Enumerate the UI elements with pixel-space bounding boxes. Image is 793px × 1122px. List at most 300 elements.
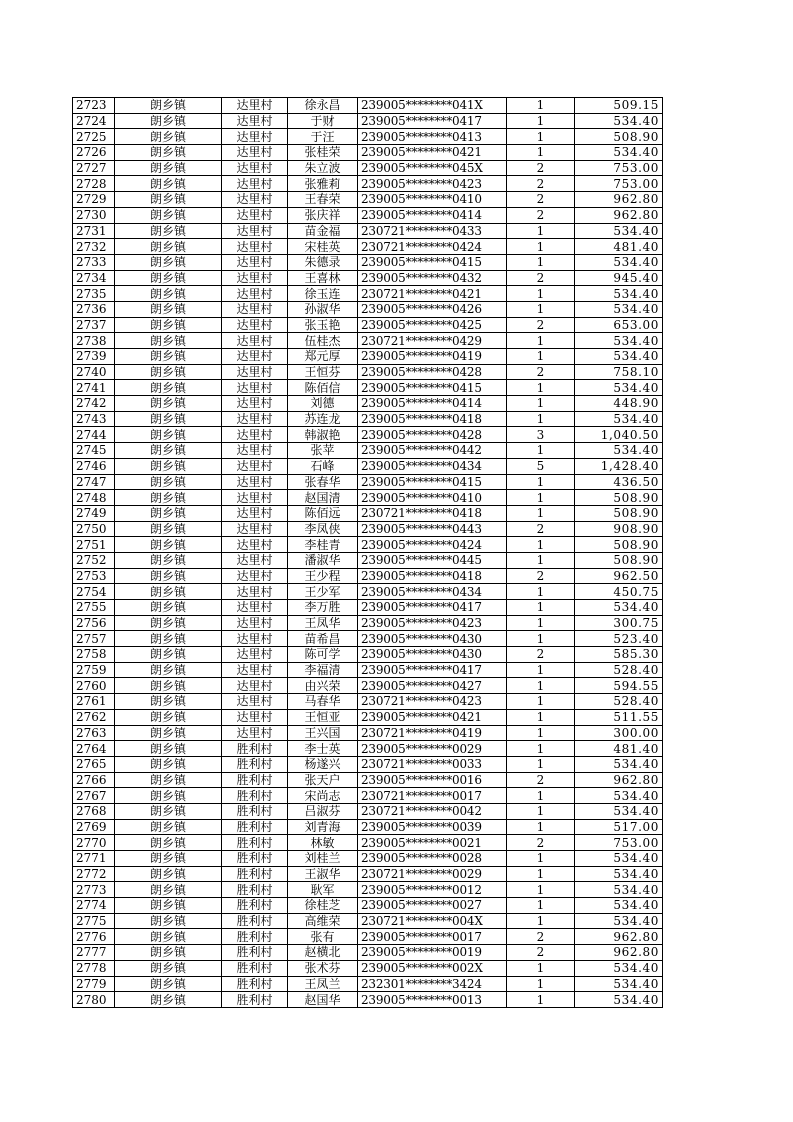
town-cell: 朗乡镇 <box>115 333 222 349</box>
town-cell: 朗乡镇 <box>115 788 222 804</box>
id-number-cell: 230721********0033 <box>358 756 507 772</box>
name-cell: 李士英 <box>288 741 358 757</box>
table-row <box>73 851 663 867</box>
name-cell: 陈佰信 <box>288 380 358 396</box>
town-cell: 朗乡镇 <box>115 898 222 914</box>
row-number-cell: 2726 <box>73 145 115 161</box>
table-row <box>73 192 663 208</box>
amount-cell: 511.55 <box>575 709 663 725</box>
village-cell: 达里村 <box>222 113 288 129</box>
id-number-cell: 230721********004X <box>358 913 507 929</box>
amount-cell: 300.75 <box>575 615 663 631</box>
table-row <box>73 537 663 553</box>
table-row <box>73 709 663 725</box>
amount-cell: 534.40 <box>575 113 663 129</box>
name-cell: 石峰 <box>288 458 358 474</box>
table-row <box>73 992 663 1008</box>
name-cell: 韩淑艳 <box>288 427 358 443</box>
id-number-cell: 239005********0443 <box>358 521 507 537</box>
household-count-cell: 2 <box>507 317 575 333</box>
household-count-cell: 1 <box>507 537 575 553</box>
village-cell: 达里村 <box>222 662 288 678</box>
town-cell: 朗乡镇 <box>115 756 222 772</box>
amount-cell: 448.90 <box>575 396 663 412</box>
household-count-cell: 1 <box>507 380 575 396</box>
town-cell: 朗乡镇 <box>115 396 222 412</box>
household-count-cell: 1 <box>507 913 575 929</box>
name-cell: 刘青海 <box>288 819 358 835</box>
name-cell: 王凤兰 <box>288 976 358 992</box>
table-row <box>73 176 663 192</box>
row-number-cell: 2778 <box>73 960 115 976</box>
town-cell: 朗乡镇 <box>115 443 222 459</box>
name-cell: 宋桂英 <box>288 239 358 255</box>
household-count-cell: 1 <box>507 803 575 819</box>
village-cell: 胜利村 <box>222 756 288 772</box>
name-cell: 由兴荣 <box>288 678 358 694</box>
table-row <box>73 254 663 270</box>
town-cell: 朗乡镇 <box>115 929 222 945</box>
amount-cell: 534.40 <box>575 756 663 772</box>
household-count-cell: 2 <box>507 568 575 584</box>
table-row <box>73 411 663 427</box>
table-row <box>73 349 663 365</box>
village-cell: 达里村 <box>222 568 288 584</box>
id-number-cell: 239005********0445 <box>358 552 507 568</box>
amount-cell: 653.00 <box>575 317 663 333</box>
table-row <box>73 474 663 490</box>
amount-cell: 962.80 <box>575 772 663 788</box>
table-row <box>73 960 663 976</box>
name-cell: 李福清 <box>288 662 358 678</box>
village-cell: 胜利村 <box>222 851 288 867</box>
village-cell: 达里村 <box>222 725 288 741</box>
name-cell: 李凤侠 <box>288 521 358 537</box>
name-cell: 张春华 <box>288 474 358 490</box>
household-count-cell: 1 <box>507 866 575 882</box>
id-number-cell: 239005********0021 <box>358 835 507 851</box>
row-number-cell: 2753 <box>73 568 115 584</box>
id-number-cell: 239005********0027 <box>358 898 507 914</box>
village-cell: 达里村 <box>222 333 288 349</box>
row-number-cell: 2741 <box>73 380 115 396</box>
town-cell: 朗乡镇 <box>115 662 222 678</box>
table-row <box>73 866 663 882</box>
table-row <box>73 976 663 992</box>
household-count-cell: 1 <box>507 819 575 835</box>
village-cell: 达里村 <box>222 317 288 333</box>
row-number-cell: 2739 <box>73 349 115 365</box>
village-cell: 胜利村 <box>222 819 288 835</box>
town-cell: 朗乡镇 <box>115 552 222 568</box>
name-cell: 陈佰远 <box>288 505 358 521</box>
village-cell: 达里村 <box>222 584 288 600</box>
name-cell: 于汪 <box>288 129 358 145</box>
ledger-body <box>73 98 663 1008</box>
row-number-cell: 2725 <box>73 129 115 145</box>
name-cell: 徐玉连 <box>288 286 358 302</box>
name-cell: 张苹 <box>288 443 358 459</box>
table-row <box>73 317 663 333</box>
id-number-cell: 239005********0434 <box>358 584 507 600</box>
id-number-cell: 239005********0415 <box>358 474 507 490</box>
row-number-cell: 2727 <box>73 160 115 176</box>
name-cell: 王恒亚 <box>288 709 358 725</box>
name-cell: 赵横北 <box>288 945 358 961</box>
id-number-cell: 239005********0019 <box>358 945 507 961</box>
village-cell: 胜利村 <box>222 772 288 788</box>
table-row <box>73 725 663 741</box>
town-cell: 朗乡镇 <box>115 286 222 302</box>
row-number-cell: 2754 <box>73 584 115 600</box>
row-number-cell: 2774 <box>73 898 115 914</box>
amount-cell: 534.40 <box>575 411 663 427</box>
id-number-cell: 239005********0013 <box>358 992 507 1008</box>
amount-cell: 517.00 <box>575 819 663 835</box>
amount-cell: 481.40 <box>575 741 663 757</box>
amount-cell: 962.80 <box>575 929 663 945</box>
village-cell: 达里村 <box>222 600 288 616</box>
name-cell: 王凤华 <box>288 615 358 631</box>
name-cell: 王恒芬 <box>288 364 358 380</box>
amount-cell: 534.40 <box>575 286 663 302</box>
name-cell: 王淑华 <box>288 866 358 882</box>
town-cell: 朗乡镇 <box>115 803 222 819</box>
village-cell: 达里村 <box>222 615 288 631</box>
name-cell: 朱立波 <box>288 160 358 176</box>
town-cell: 朗乡镇 <box>115 694 222 710</box>
amount-cell: 534.40 <box>575 913 663 929</box>
row-number-cell: 2769 <box>73 819 115 835</box>
id-number-cell: 239005********0418 <box>358 411 507 427</box>
row-number-cell: 2738 <box>73 333 115 349</box>
ledger-table <box>72 97 663 1008</box>
id-number-cell: 239005********0410 <box>358 192 507 208</box>
name-cell: 杨遂兴 <box>288 756 358 772</box>
village-cell: 胜利村 <box>222 741 288 757</box>
amount-cell: 450.75 <box>575 584 663 600</box>
name-cell: 刘桂兰 <box>288 851 358 867</box>
village-cell: 达里村 <box>222 552 288 568</box>
id-number-cell: 230721********0017 <box>358 788 507 804</box>
village-cell: 达里村 <box>222 411 288 427</box>
id-number-cell: 239005********0410 <box>358 490 507 506</box>
household-count-cell: 2 <box>507 192 575 208</box>
town-cell: 朗乡镇 <box>115 254 222 270</box>
village-cell: 达里村 <box>222 427 288 443</box>
village-cell: 达里村 <box>222 160 288 176</box>
row-number-cell: 2737 <box>73 317 115 333</box>
town-cell: 朗乡镇 <box>115 364 222 380</box>
amount-cell: 534.40 <box>575 898 663 914</box>
household-count-cell: 1 <box>507 396 575 412</box>
id-number-cell: 230721********0421 <box>358 286 507 302</box>
name-cell: 于财 <box>288 113 358 129</box>
row-number-cell: 2763 <box>73 725 115 741</box>
row-number-cell: 2762 <box>73 709 115 725</box>
village-cell: 达里村 <box>222 301 288 317</box>
row-number-cell: 2733 <box>73 254 115 270</box>
row-number-cell: 2767 <box>73 788 115 804</box>
household-count-cell: 1 <box>507 960 575 976</box>
row-number-cell: 2731 <box>73 223 115 239</box>
household-count-cell: 1 <box>507 725 575 741</box>
table-row <box>73 552 663 568</box>
table-row <box>73 207 663 223</box>
id-number-cell: 239005********0418 <box>358 568 507 584</box>
town-cell: 朗乡镇 <box>115 521 222 537</box>
household-count-cell: 1 <box>507 129 575 145</box>
row-number-cell: 2735 <box>73 286 115 302</box>
amount-cell: 534.40 <box>575 301 663 317</box>
row-number-cell: 2730 <box>73 207 115 223</box>
household-count-cell: 1 <box>507 474 575 490</box>
town-cell: 朗乡镇 <box>115 615 222 631</box>
row-number-cell: 2746 <box>73 458 115 474</box>
amount-cell: 534.40 <box>575 882 663 898</box>
amount-cell: 534.40 <box>575 600 663 616</box>
town-cell: 朗乡镇 <box>115 709 222 725</box>
row-number-cell: 2740 <box>73 364 115 380</box>
name-cell: 宋尚志 <box>288 788 358 804</box>
id-number-cell: 239005********045X <box>358 160 507 176</box>
town-cell: 朗乡镇 <box>115 945 222 961</box>
amount-cell: 962.80 <box>575 945 663 961</box>
town-cell: 朗乡镇 <box>115 270 222 286</box>
table-row <box>73 458 663 474</box>
household-count-cell: 1 <box>507 98 575 114</box>
village-cell: 达里村 <box>222 364 288 380</box>
village-cell: 达里村 <box>222 396 288 412</box>
amount-cell: 534.40 <box>575 803 663 819</box>
name-cell: 张有 <box>288 929 358 945</box>
household-count-cell: 1 <box>507 992 575 1008</box>
amount-cell: 534.40 <box>575 254 663 270</box>
household-count-cell: 1 <box>507 615 575 631</box>
row-number-cell: 2747 <box>73 474 115 490</box>
town-cell: 朗乡镇 <box>115 835 222 851</box>
town-cell: 朗乡镇 <box>115 145 222 161</box>
village-cell: 达里村 <box>222 474 288 490</box>
household-count-cell: 2 <box>507 176 575 192</box>
village-cell: 达里村 <box>222 192 288 208</box>
household-count-cell: 1 <box>507 411 575 427</box>
household-count-cell: 1 <box>507 443 575 459</box>
table-row <box>73 490 663 506</box>
table-row <box>73 145 663 161</box>
id-number-cell: 239005********0421 <box>358 145 507 161</box>
amount-cell: 534.40 <box>575 851 663 867</box>
amount-cell: 908.90 <box>575 521 663 537</box>
id-number-cell: 230721********0429 <box>358 333 507 349</box>
town-cell: 朗乡镇 <box>115 490 222 506</box>
row-number-cell: 2771 <box>73 851 115 867</box>
household-count-cell: 2 <box>507 207 575 223</box>
town-cell: 朗乡镇 <box>115 647 222 663</box>
town-cell: 朗乡镇 <box>115 678 222 694</box>
village-cell: 胜利村 <box>222 929 288 945</box>
amount-cell: 528.40 <box>575 694 663 710</box>
id-number-cell: 239005********0028 <box>358 851 507 867</box>
row-number-cell: 2764 <box>73 741 115 757</box>
table-row <box>73 662 663 678</box>
row-number-cell: 2751 <box>73 537 115 553</box>
amount-cell: 534.40 <box>575 380 663 396</box>
town-cell: 朗乡镇 <box>115 992 222 1008</box>
row-number-cell: 2775 <box>73 913 115 929</box>
id-number-cell: 239005********0425 <box>358 317 507 333</box>
row-number-cell: 2749 <box>73 505 115 521</box>
amount-cell: 753.00 <box>575 160 663 176</box>
household-count-cell: 1 <box>507 552 575 568</box>
town-cell: 朗乡镇 <box>115 427 222 443</box>
amount-cell: 1,040.50 <box>575 427 663 443</box>
village-cell: 达里村 <box>222 207 288 223</box>
town-cell: 朗乡镇 <box>115 819 222 835</box>
amount-cell: 534.40 <box>575 976 663 992</box>
household-count-cell: 1 <box>507 286 575 302</box>
table-row <box>73 945 663 961</box>
town-cell: 朗乡镇 <box>115 160 222 176</box>
table-row <box>73 694 663 710</box>
row-number-cell: 2780 <box>73 992 115 1008</box>
town-cell: 朗乡镇 <box>115 192 222 208</box>
table-row <box>73 835 663 851</box>
amount-cell: 534.40 <box>575 992 663 1008</box>
id-number-cell: 230721********0042 <box>358 803 507 819</box>
table-row <box>73 615 663 631</box>
village-cell: 胜利村 <box>222 898 288 914</box>
household-count-cell: 2 <box>507 521 575 537</box>
amount-cell: 1,428.40 <box>575 458 663 474</box>
id-number-cell: 230721********0423 <box>358 694 507 710</box>
row-number-cell: 2736 <box>73 301 115 317</box>
village-cell: 达里村 <box>222 239 288 255</box>
town-cell: 朗乡镇 <box>115 474 222 490</box>
amount-cell: 528.40 <box>575 662 663 678</box>
name-cell: 孙淑华 <box>288 301 358 317</box>
row-number-cell: 2768 <box>73 803 115 819</box>
id-number-cell: 230721********0424 <box>358 239 507 255</box>
household-count-cell: 1 <box>507 223 575 239</box>
id-number-cell: 239005********0434 <box>358 458 507 474</box>
id-number-cell: 239005********0428 <box>358 427 507 443</box>
amount-cell: 534.40 <box>575 333 663 349</box>
amount-cell: 534.40 <box>575 145 663 161</box>
amount-cell: 508.90 <box>575 552 663 568</box>
village-cell: 达里村 <box>222 254 288 270</box>
amount-cell: 523.40 <box>575 631 663 647</box>
name-cell: 王少军 <box>288 584 358 600</box>
town-cell: 朗乡镇 <box>115 537 222 553</box>
town-cell: 朗乡镇 <box>115 505 222 521</box>
row-number-cell: 2760 <box>73 678 115 694</box>
town-cell: 朗乡镇 <box>115 600 222 616</box>
household-count-cell: 5 <box>507 458 575 474</box>
village-cell: 达里村 <box>222 129 288 145</box>
town-cell: 朗乡镇 <box>115 411 222 427</box>
village-cell: 达里村 <box>222 270 288 286</box>
row-number-cell: 2757 <box>73 631 115 647</box>
village-cell: 达里村 <box>222 694 288 710</box>
household-count-cell: 1 <box>507 694 575 710</box>
id-number-cell: 239005********0423 <box>358 176 507 192</box>
row-number-cell: 2773 <box>73 882 115 898</box>
household-count-cell: 1 <box>507 145 575 161</box>
table-row <box>73 568 663 584</box>
town-cell: 朗乡镇 <box>115 129 222 145</box>
amount-cell: 594.55 <box>575 678 663 694</box>
town-cell: 朗乡镇 <box>115 176 222 192</box>
town-cell: 朗乡镇 <box>115 98 222 114</box>
town-cell: 朗乡镇 <box>115 207 222 223</box>
village-cell: 胜利村 <box>222 960 288 976</box>
row-number-cell: 2728 <box>73 176 115 192</box>
row-number-cell: 2723 <box>73 98 115 114</box>
village-cell: 胜利村 <box>222 788 288 804</box>
row-number-cell: 2743 <box>73 411 115 427</box>
table-row <box>73 521 663 537</box>
table-row <box>73 443 663 459</box>
row-number-cell: 2761 <box>73 694 115 710</box>
household-count-cell: 1 <box>507 756 575 772</box>
household-count-cell: 1 <box>507 505 575 521</box>
id-number-cell: 239005********0417 <box>358 113 507 129</box>
table-row <box>73 333 663 349</box>
household-count-cell: 1 <box>507 600 575 616</box>
village-cell: 胜利村 <box>222 866 288 882</box>
amount-cell: 962.50 <box>575 568 663 584</box>
village-cell: 胜利村 <box>222 882 288 898</box>
name-cell: 徐永昌 <box>288 98 358 114</box>
name-cell: 赵国清 <box>288 490 358 506</box>
id-number-cell: 230721********0433 <box>358 223 507 239</box>
table-row <box>73 631 663 647</box>
town-cell: 朗乡镇 <box>115 380 222 396</box>
village-cell: 达里村 <box>222 647 288 663</box>
name-cell: 刘德 <box>288 396 358 412</box>
town-cell: 朗乡镇 <box>115 725 222 741</box>
id-number-cell: 239005********0432 <box>358 270 507 286</box>
village-cell: 胜利村 <box>222 976 288 992</box>
village-cell: 达里村 <box>222 490 288 506</box>
row-number-cell: 2770 <box>73 835 115 851</box>
row-number-cell: 2766 <box>73 772 115 788</box>
amount-cell: 534.40 <box>575 349 663 365</box>
household-count-cell: 3 <box>507 427 575 443</box>
village-cell: 达里村 <box>222 678 288 694</box>
table-row <box>73 647 663 663</box>
town-cell: 朗乡镇 <box>115 976 222 992</box>
amount-cell: 962.80 <box>575 192 663 208</box>
row-number-cell: 2745 <box>73 443 115 459</box>
village-cell: 达里村 <box>222 709 288 725</box>
name-cell: 张庆祥 <box>288 207 358 223</box>
name-cell: 王兴国 <box>288 725 358 741</box>
row-number-cell: 2750 <box>73 521 115 537</box>
row-number-cell: 2729 <box>73 192 115 208</box>
amount-cell: 481.40 <box>575 239 663 255</box>
row-number-cell: 2756 <box>73 615 115 631</box>
row-number-cell: 2734 <box>73 270 115 286</box>
amount-cell: 534.40 <box>575 788 663 804</box>
village-cell: 胜利村 <box>222 913 288 929</box>
row-number-cell: 2758 <box>73 647 115 663</box>
id-number-cell: 239005********0017 <box>358 929 507 945</box>
amount-cell: 945.40 <box>575 270 663 286</box>
amount-cell: 509.15 <box>575 98 663 114</box>
id-number-cell: 230721********0029 <box>358 866 507 882</box>
